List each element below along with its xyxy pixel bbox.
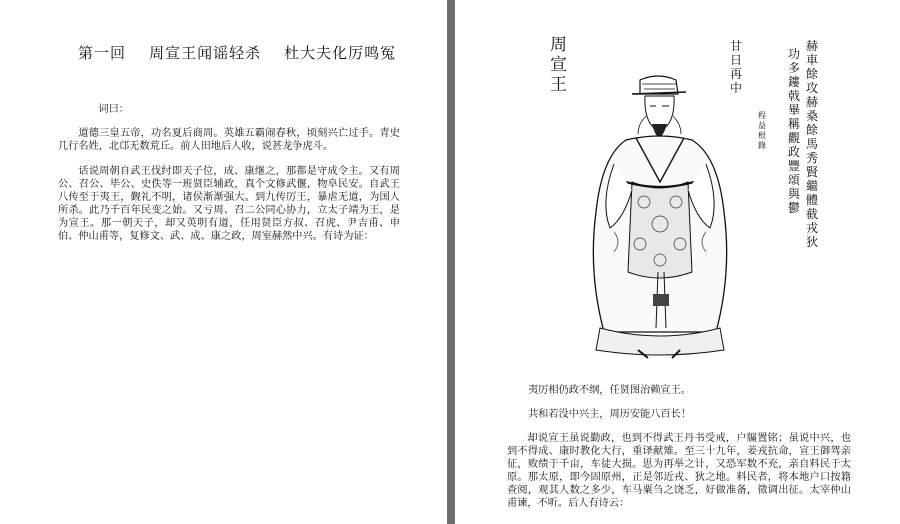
inscription-char: 稱: [787, 117, 801, 131]
paragraph: 却说宣王虽说勤政，也到不得武王丹书受戒，户牖置铭；虽说中兴，也到不得成、康时教化大行，重译献雉。至三十九年，姜戎抗命，宣王御驾亲征，败绩于千亩，车徒大损。思为再举之计，又恐军数不充，亲自料民于太原。那太原，即今固原州，正是邻近戎、狄之地。料民者，将本地户口按籍查阅，观其人数之多少，车马粟刍之饶乏，好做准备，徵调出征。太宰仲山甫谏，不听。后人有诗云：: [507, 433, 851, 509]
inscription-char: 秀: [805, 151, 819, 165]
inscription-char: 狄: [805, 235, 819, 249]
inscription-char: 赫: [805, 95, 819, 109]
inscription-char: 馬: [805, 137, 819, 151]
left-page: [0, 0, 447, 524]
robe-embroidered-panel: [628, 182, 692, 278]
inscription-char: 繼: [805, 179, 819, 193]
inscription-char: 觀: [787, 131, 801, 145]
inscription-char: 賢: [805, 165, 819, 179]
inscription-char: 豐: [787, 159, 801, 173]
inscription-char: 政: [787, 145, 801, 159]
caption-char: 周: [550, 35, 567, 55]
inscription-char: 畢: [787, 103, 801, 117]
inscription-char: 甘: [729, 39, 743, 53]
inscription-char: 截: [805, 207, 819, 221]
inscription-char: 再: [729, 67, 743, 81]
inscription-char: 車: [805, 53, 819, 67]
inscription-char: 日: [729, 53, 743, 67]
signature-char: 益: [758, 121, 766, 130]
inscription-char: 桑: [805, 109, 819, 123]
paragraph: 道德三皇五帝，功名夏后商周。英雄五霸闹春秋，顷刻兴亡过手。青史几行名姓，北邙无数荒丘。前人田地后人收，说甚龙争虎斗。: [58, 128, 400, 152]
ci-label: 词曰：: [98, 104, 129, 115]
portrait-name-caption: [550, 35, 567, 95]
poem-line: 夷厉相仍政不纲，任贤图治赖宣王。: [528, 385, 691, 396]
inscription-char: 鬱: [787, 201, 801, 215]
inscription-char: 頌: [787, 173, 801, 187]
inscription-char: 鏤: [787, 75, 801, 89]
inscription-char: 功: [787, 47, 801, 61]
caption-char: 宣: [550, 55, 567, 75]
inscription-char: 餘: [805, 123, 819, 137]
inscription-char: 與: [787, 187, 801, 201]
beard: [652, 124, 667, 137]
inscription-char: 赫: [805, 39, 819, 53]
signature-char: 錄: [758, 141, 766, 150]
crown: [640, 76, 678, 94]
caption-char: 王: [550, 75, 567, 95]
inscription: [730, 38, 819, 249]
inscription-char: 體: [805, 193, 819, 207]
inscription-char: 中: [729, 81, 743, 95]
right-page: [455, 0, 900, 524]
inscription-char: 多: [787, 61, 801, 75]
inscription-char: 攻: [805, 81, 819, 95]
paragraph: 话说周朝自武王伐纣即天子位，成、康继之，那都是守成令主。又有周公、召公、毕公、史佚等一班贤臣辅政，真个文修武偃，物阜民安。自武王八传至于夷王，觐礼不明，诸侯渐渐强大。到九传厉王，暴虐无道，为国人所杀。此乃千百年民变之始。又亏周、召二公同心协力，立太子靖为王，是为宣王。那一朝天子，却又英明有道，任用贤臣方叔、召虎、尹吉甫、申伯、仲山甫等，复修文、武、成、康之政，周室赫然中兴。有诗为证：: [58, 166, 400, 242]
chapter-title: 第一回 周宣王闻谣轻杀 杜大夫化厉鸣冤: [78, 44, 397, 62]
jade-pendant: [653, 294, 669, 306]
inscription-char: 餘: [805, 67, 819, 81]
king-xuan-portrait-illustration: [540, 32, 825, 372]
signature-char: 程: [758, 111, 766, 120]
poem-line: 共和若没中兴主，周历安能八百长！: [528, 409, 691, 420]
inscription-char: 戎: [805, 221, 819, 235]
inscription-char: 戟: [787, 89, 801, 103]
signature-char: 根: [758, 131, 766, 140]
